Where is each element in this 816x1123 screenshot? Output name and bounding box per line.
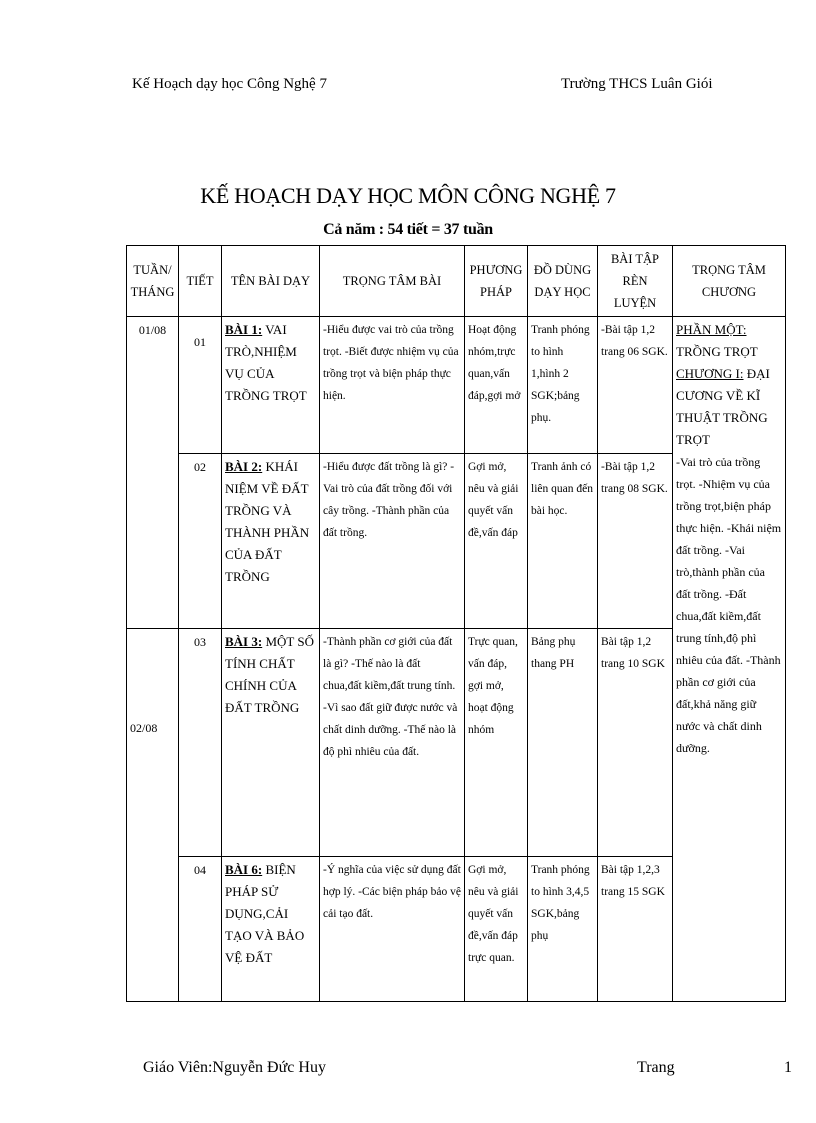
exercise-cell: -Bài tập 1,2 trang 08 SGK. xyxy=(598,454,673,629)
tools-cell: Tranh phóng to hình 1,hình 2 SGK;bảng phụ. xyxy=(528,317,598,454)
header-exercise: BÀI TẬP RÈN LUYỆN xyxy=(598,246,673,317)
focus-cell: -Ý nghĩa của việc sử dụng đất hợp lý. -Các biện pháp bảo vệ cải tạo đất. xyxy=(320,857,465,1002)
footer-page-number: 1 xyxy=(784,1059,792,1076)
lesson-cell xyxy=(222,857,320,1002)
chapter-name: ĐẠI CƯƠNG VỀ KĨ THUẬT TRỒNG TRỌT xyxy=(676,366,770,447)
focus-cell: -Hiểu được vai trò của trồng trọt. -Biết được nhiệm vụ của trồng trọt và biện pháp thực hiện. xyxy=(320,317,465,454)
lesson-cell xyxy=(222,454,320,629)
exercise-cell: -Bài tập 1,2 trang 06 SGK. xyxy=(598,317,673,454)
method-cell: Gợi mở, nêu và giải quyết vấn đề,vấn đáp xyxy=(465,454,528,629)
header-school-name: Trường THCS Luân Giói xyxy=(561,76,713,92)
tools-cell: Bảng phụ thang PH xyxy=(528,629,598,857)
header-week: TUẦN/ THÁNG xyxy=(127,246,179,317)
week-cell: 01/08 xyxy=(127,317,179,629)
footer-teacher-name: Giáo Viên:Nguyễn Đức Huy xyxy=(143,1059,326,1076)
header-tools: ĐỒ DÙNG DẠY HỌC xyxy=(528,246,598,317)
chapter-focus-cell xyxy=(673,317,786,1002)
table-row xyxy=(127,317,786,454)
focus-cell: -Hiểu được đất trồng là gì? -Vai trò của đất trồng đối với cây trồng. -Thành phần của đất trồng. xyxy=(320,454,465,629)
lesson-cell xyxy=(222,629,320,857)
footer-page-label: Trang xyxy=(637,1059,675,1076)
table-header-row xyxy=(127,246,786,317)
period-cell: 03 xyxy=(179,629,222,857)
header-chapter: TRỌNG TÂM CHƯƠNG xyxy=(673,246,786,317)
focus-cell: -Thành phần cơ giới của đất là gì? -Thế nào là đất chua,đất kiềm,đất trung tính. -Vì sao đất giữ được nước và chất dinh dưỡng. -Thế nào là độ phì nhiêu của đất. xyxy=(320,629,465,857)
period-cell: 01 xyxy=(179,317,222,454)
page-subtitle: Cả năm : 54 tiết = 37 tuần xyxy=(323,221,493,238)
exercise-cell: Bài tập 1,2 trang 10 SGK xyxy=(598,629,673,857)
lesson-tag: BÀI 6: xyxy=(225,862,263,877)
part-name: TRỒNG TRỌT xyxy=(676,344,758,359)
method-cell: Trực quan, vấn đáp, gợi mở, hoạt động nhóm xyxy=(465,629,528,857)
tools-cell: Tranh phóng to hình 3,4,5 SGK,bảng phụ xyxy=(528,857,598,1002)
lesson-name: KHÁI NIỆM VỀ ĐẤT TRỒNG VÀ THÀNH PHẦN CỦA ĐẤT TRỒNG xyxy=(225,459,310,584)
lesson-name: MỘT SỐ TÍNH CHẤT CHÍNH CỦA ĐẤT TRỒNG xyxy=(225,634,314,715)
header-period: TIẾT xyxy=(179,246,222,317)
header-lesson: TÊN BÀI DẠY xyxy=(222,246,320,317)
lesson-tag: BÀI 3: xyxy=(225,634,263,649)
method-cell: Hoạt động nhóm,trực quan,vấn đáp,gợi mở xyxy=(465,317,528,454)
lesson-name: BIỆN PHÁP SỬ DỤNG,CẢI TẠO VÀ BẢO VỆ ĐẤT xyxy=(225,862,305,965)
lesson-tag: BÀI 2: xyxy=(225,459,263,474)
period-cell: 02 xyxy=(179,454,222,629)
method-cell: Gợi mở, nêu và giải quyết vấn đề,vấn đáp trực quan. xyxy=(465,857,528,1002)
header-method: PHƯƠNG PHÁP xyxy=(465,246,528,317)
lesson-tag: BÀI 1: xyxy=(225,322,263,337)
lesson-cell xyxy=(222,317,320,454)
page-title: KẾ HOẠCH DẠY HỌC MÔN CÔNG NGHỆ 7 xyxy=(200,183,616,208)
chapter-title: CHƯƠNG I: xyxy=(676,366,744,381)
chapter-body: -Vai trò của trồng trọt. -Nhiệm vụ của trồng trọt,biện pháp thực hiện. -Khái niệm đất trồng. -Vai trò,thành phần của đất trồng. -Đất chua,đất kiềm,đất trung tính,độ phì nhiêu của đất. -Thành phần cơ giới của đất,khả năng giữ nước và chất dinh dưỡng. xyxy=(676,455,782,755)
header-document-title: Kế Hoạch dạy học Công Nghệ 7 xyxy=(132,76,327,92)
lesson-name: VAI TRÒ,NHIỆM VỤ CỦA TRỒNG TRỌT xyxy=(225,322,307,403)
exercise-cell: Bài tập 1,2,3 trang 15 SGK xyxy=(598,857,673,1002)
part-title: PHẦN MỘT: xyxy=(676,322,747,337)
lesson-plan-table xyxy=(126,245,786,1002)
period-cell: 04 xyxy=(179,857,222,1002)
tools-cell: Tranh ảnh có liên quan đến bài học. xyxy=(528,454,598,629)
header-focus: TRỌNG TÂM BÀI xyxy=(320,246,465,317)
week-cell: 02/08 xyxy=(127,629,179,1002)
